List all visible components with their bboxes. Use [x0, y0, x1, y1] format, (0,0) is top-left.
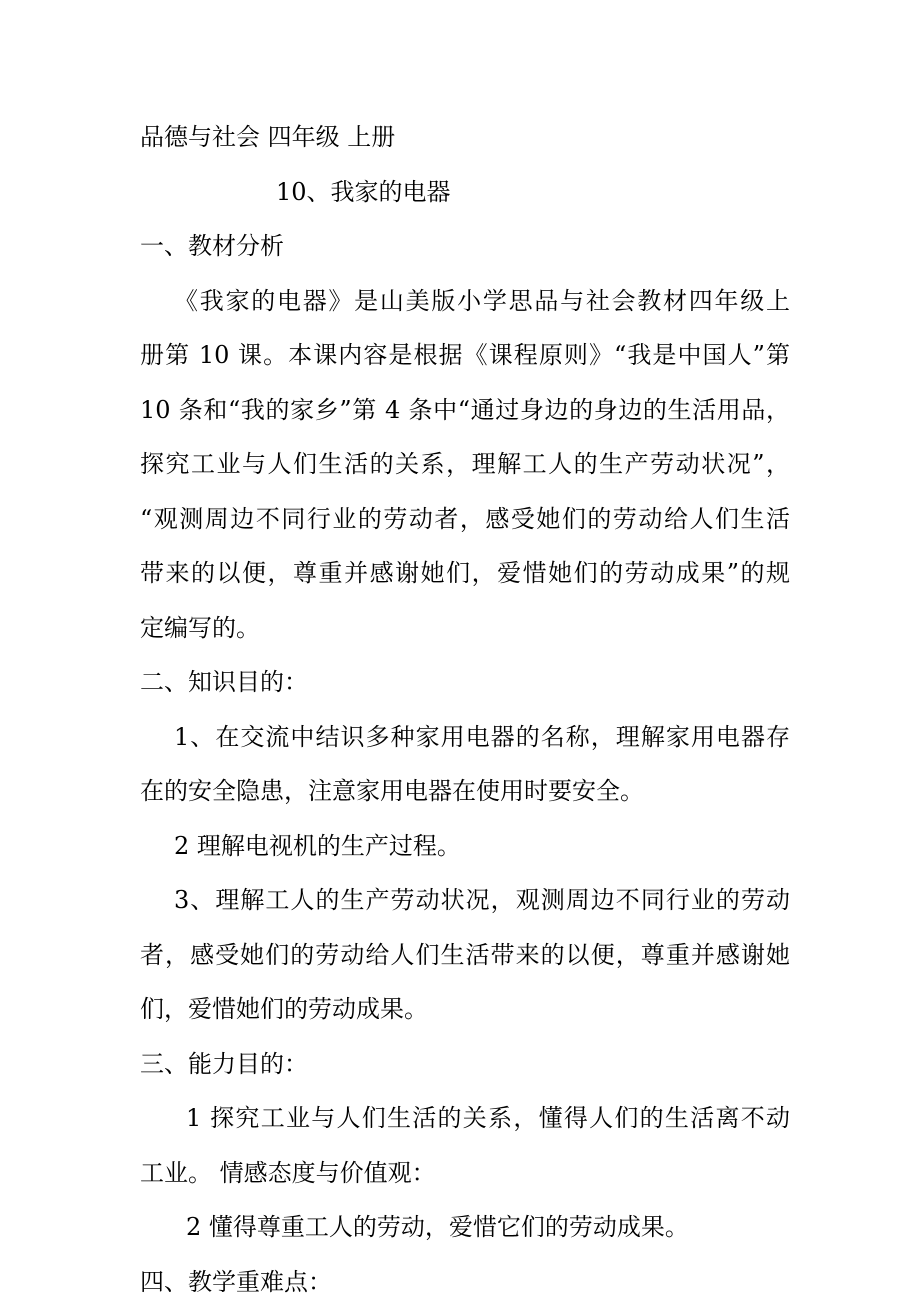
list-item-line: 工业。 情感态度与价值观：	[140, 1146, 790, 1201]
document-body	[140, 110, 790, 1309]
list-item-line: 在的安全隐患，注意家用电器在使用时要安全。	[140, 764, 790, 819]
paragraph-line: 10 条和“我的家乡”第 4 条中“通过身边的身边的生活用品，	[140, 383, 790, 438]
paragraph-line: 定编写的。	[140, 601, 790, 656]
section-heading-knowledge-goals: 二、知识目的：	[140, 655, 790, 710]
paragraph-line: “观测周边不同行业的劳动者，感受她们的劳动给人们生活	[140, 492, 790, 547]
lesson-title: 10、我家的电器	[140, 165, 790, 220]
section-heading-ability-goals: 三、能力目的：	[140, 1037, 790, 1092]
course-header: 品德与社会 四年级 上册	[140, 110, 790, 165]
list-item-line: 1 探究工业与人们生活的关系，懂得人们的生活离不动	[140, 1091, 790, 1146]
paragraph-line: 探究工业与人们生活的关系，理解工人的生产劳动状况”，	[140, 437, 790, 492]
list-item-line: 者，感受她们的劳动给人们生活带来的以便，尊重并感谢她	[140, 928, 790, 983]
paragraph-line: 带来的以便，尊重并感谢她们，爱惜她们的劳动成果”的规	[140, 546, 790, 601]
list-item-line: 3、理解工人的生产劳动状况，观测周边不同行业的劳动	[140, 873, 790, 928]
list-item-line: 1、在交流中结识多种家用电器的名称，理解家用电器存	[140, 710, 790, 765]
list-item-line: 2 懂得尊重工人的劳动，爱惜它们的劳动成果。	[140, 1200, 790, 1255]
list-item-line: 们，爱惜她们的劳动成果。	[140, 982, 790, 1037]
paragraph-line: 册第 10 课。本课内容是根据《课程原则》“我是中国人”第	[140, 328, 790, 383]
section-heading-material-analysis: 一、教材分析	[140, 219, 790, 274]
list-item-line: 2 理解电视机的生产过程。	[140, 819, 790, 874]
paragraph-line: 《我家的电器》是山美版小学思品与社会教材四年级上	[140, 274, 790, 329]
section-heading-key-difficulties: 四、教学重难点：	[140, 1255, 790, 1309]
